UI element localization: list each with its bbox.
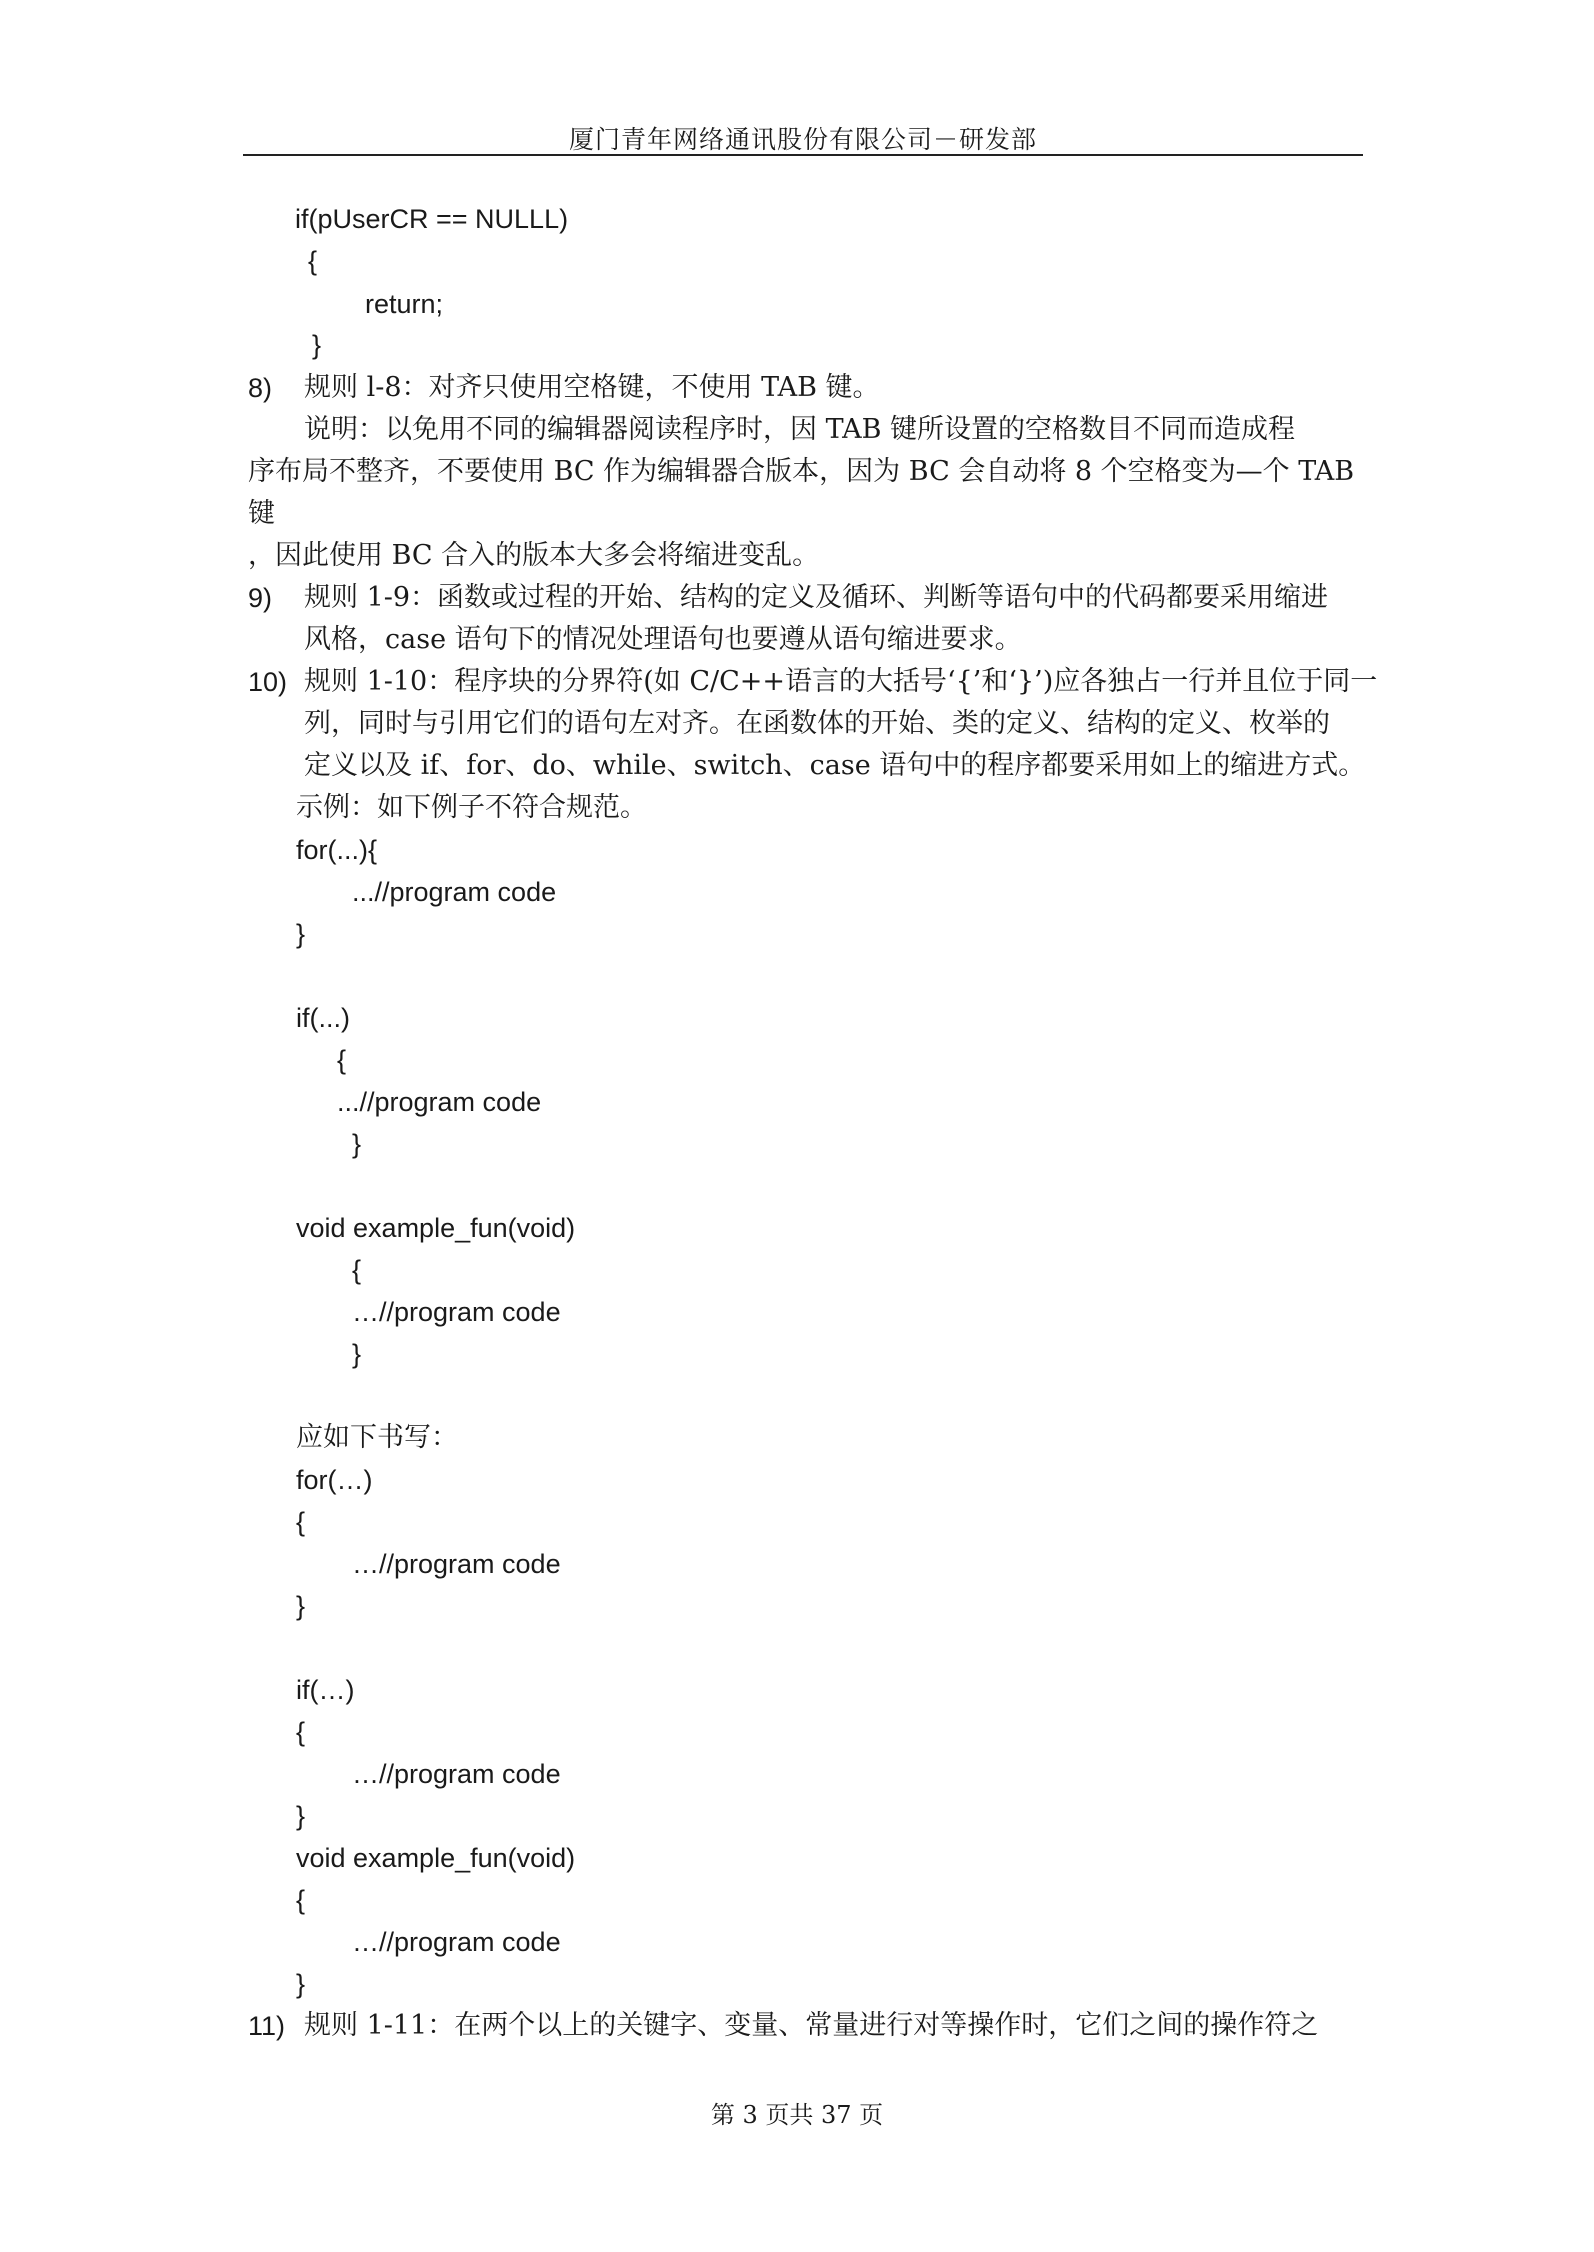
code-line: }: [296, 1801, 306, 1831]
code-line: {: [296, 1507, 306, 1537]
rule-note: 键: [248, 498, 275, 529]
example-label: 示例：如下例子不符合规范。: [296, 792, 647, 823]
code-line: if(pUserCR == NULLL): [295, 204, 569, 234]
rule-note: 说明：以免用不同的编辑器阅读程序时，因 TAB 键所设置的空格数目不同而造成程: [304, 414, 1296, 445]
rule-text: 列，同时与引用它们的语句左对齐。在函数体的开始、类的定义、结构的定义、枚举的: [304, 708, 1330, 739]
code-line: void example_fun(void): [296, 1843, 576, 1873]
code-line: return;: [365, 289, 444, 319]
header-divider: [243, 154, 1363, 156]
rule-text: 规则 1-11：在两个以上的关键字、变量、常量进行对等操作时，它们之间的操作符之: [304, 2010, 1319, 2041]
page-footer: 第 3 页共 37 页: [710, 2101, 884, 2129]
code-line: for(...){: [296, 835, 378, 865]
rule-text: 定义以及 if、for、do、while、switch、case 语句中的程序都要采用如上的缩进方式。: [304, 750, 1366, 781]
list-number: 8): [248, 373, 273, 403]
code-line: {: [296, 1717, 306, 1747]
code-line: }: [296, 919, 306, 949]
rule-text: 规则 1-9：函数或过程的开始、结构的定义及循环、判断等语句中的代码都要采用缩进: [304, 582, 1329, 613]
code-line: …//program code: [352, 1297, 561, 1327]
rule-text: 风格，case 语句下的情况处理语句也要遵从语句缩进要求。: [304, 624, 1022, 655]
code-line: void example_fun(void): [296, 1213, 576, 1243]
code-line: {: [337, 1045, 347, 1075]
list-number: 9): [248, 583, 273, 613]
code-line: {: [308, 246, 318, 276]
example-label: 应如下书写：: [296, 1422, 458, 1453]
code-line: …//program code: [352, 1927, 561, 1957]
rule-note: 序布局不整齐，不要使用 BC 作为编辑器合版本，因为 BC 会自动将 8 个空格变为—个 TAB: [248, 456, 1355, 487]
code-line: …//program code: [352, 1549, 561, 1579]
code-line: }: [296, 1969, 306, 1999]
page-header: 厦门青年网络通讯股份有限公司－研发部: [568, 125, 1037, 154]
rule-title: 规则 l-8：对齐只使用空格键，不使用 TAB 键。: [304, 372, 880, 403]
rule-text: 规则 1-10：程序块的分界符(如 C/C++语言的大括号‘{’和‘}’)应各独占一行并且位于同一: [304, 666, 1378, 697]
code-line: if(...): [296, 1003, 350, 1033]
list-number: 11): [248, 2011, 286, 2041]
code-line: ...//program code: [337, 1087, 542, 1117]
code-line: {: [296, 1885, 306, 1915]
list-number: 10): [248, 667, 288, 697]
code-line: for(…): [296, 1465, 373, 1495]
code-line: }: [352, 1129, 362, 1159]
code-line: ...//program code: [352, 877, 557, 907]
code-line: }: [296, 1591, 306, 1621]
code-line: }: [312, 330, 322, 360]
rule-note: ，因此使用 BC 合入的版本大多会将缩进变乱。: [248, 540, 820, 571]
code-line: …//program code: [352, 1759, 561, 1789]
code-line: {: [352, 1255, 362, 1285]
code-line: if(…): [296, 1675, 355, 1705]
code-line: }: [352, 1339, 362, 1369]
